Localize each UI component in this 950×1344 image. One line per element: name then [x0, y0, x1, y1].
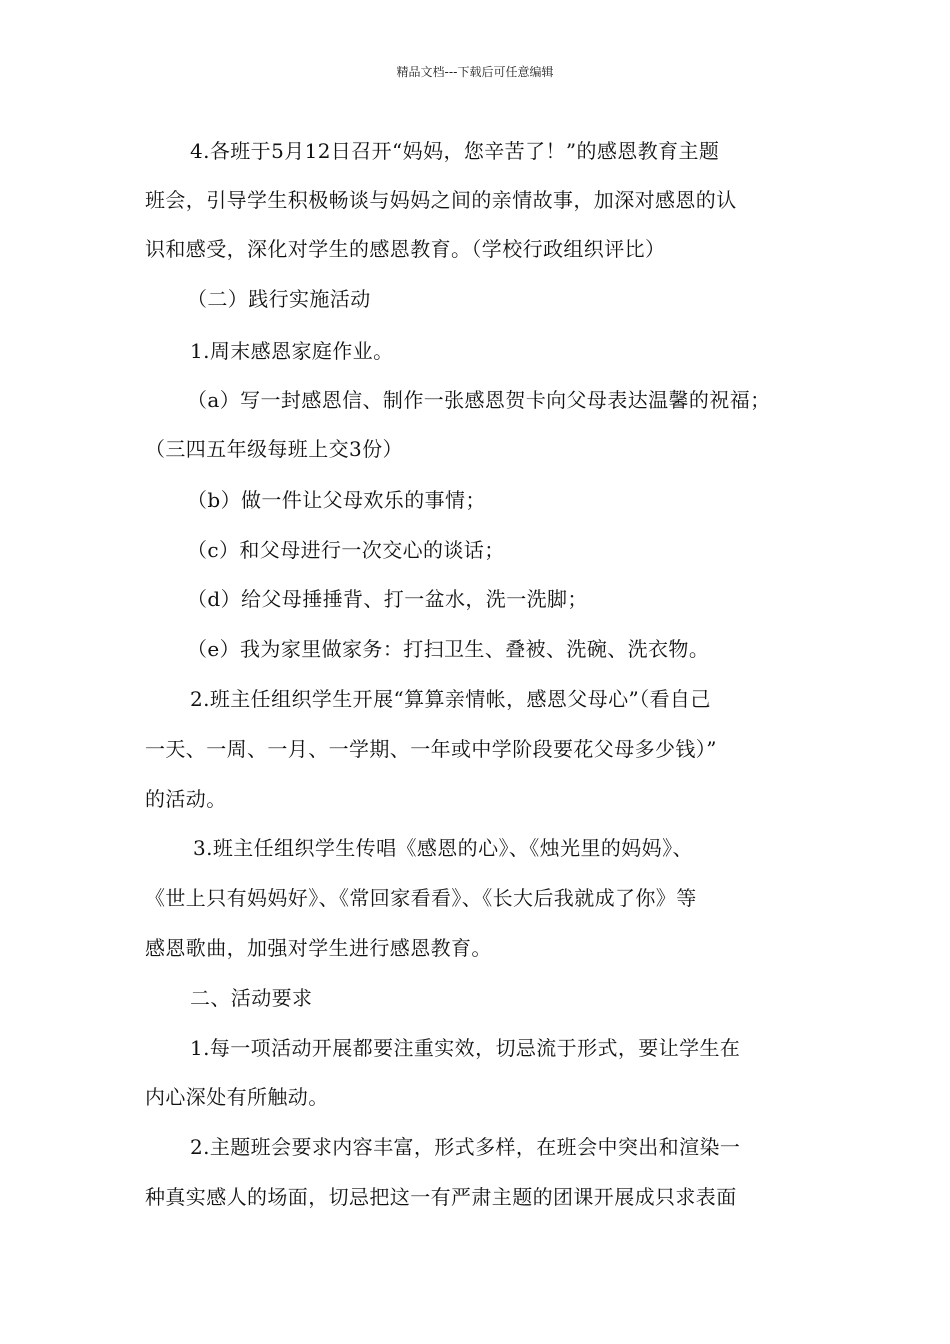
text-line: 一天、一周、一月、一学期、一年或中学阶段要花父母多少钱）” [145, 737, 717, 761]
text-line: 班会，引导学生积极畅谈与妈妈之间的亲情故事，加深对感恩的认 [145, 188, 737, 212]
text-line: （a）写一封感恩信、制作一张感恩贺卡向父母表达温馨的祝福； [187, 388, 771, 412]
text-line: （三四五年级每班上交3份） [145, 437, 403, 461]
text-line: （c）和父母进行一次交心的谈话； [187, 538, 505, 562]
page-header: 精品文档---下载后可任意编辑 [396, 65, 554, 79]
text-line: （b）做一件让父母欢乐的事情； [187, 488, 486, 512]
text-line: 3.班主任组织学生传唱《感恩的心》、《烛光里的妈妈》、 [193, 836, 693, 860]
text-line: 2.主题班会要求内容丰富，形式多样，在班会中突出和渲染一 [190, 1135, 741, 1159]
text-line: （d）给父母捶捶背、打一盆水，洗一洗脚； [187, 587, 588, 611]
text-line: 2.班主任组织学生开展“算算亲情帐，感恩父母心”（看自己 [190, 687, 711, 711]
text-line: 种真实感人的场面，切忌把这一有严肃主题的团课开展成只求表面 [145, 1185, 737, 1209]
text-line: （e）我为家里做家务：打扫卫生、叠被、洗碗、洗衣物。 [187, 637, 710, 661]
text-line: 1.每一项活动开展都要注重实效，切忌流于形式，要让学生在 [190, 1036, 741, 1060]
text-line: 感恩歌曲，加强对学生进行感恩教育。 [145, 936, 492, 960]
text-line: （二）践行实施活动 [187, 287, 371, 311]
text-line: 1.周末感恩家庭作业。 [190, 339, 394, 363]
text-line: 4.各班于5月12日召开“妈妈，您辛苦了！”的感恩教育主题 [190, 139, 720, 163]
text-line: 二、活动要求 [190, 986, 313, 1010]
text-line: 内心深处有所触动。 [145, 1085, 329, 1109]
text-line: 识和感受，深化对学生的感恩教育。（学校行政组织评比） [145, 237, 666, 261]
text-line: 《世上只有妈妈好》、《常回家看看》、《长大后我就成了你》等 [145, 886, 697, 910]
text-line: 的活动。 [145, 787, 227, 811]
